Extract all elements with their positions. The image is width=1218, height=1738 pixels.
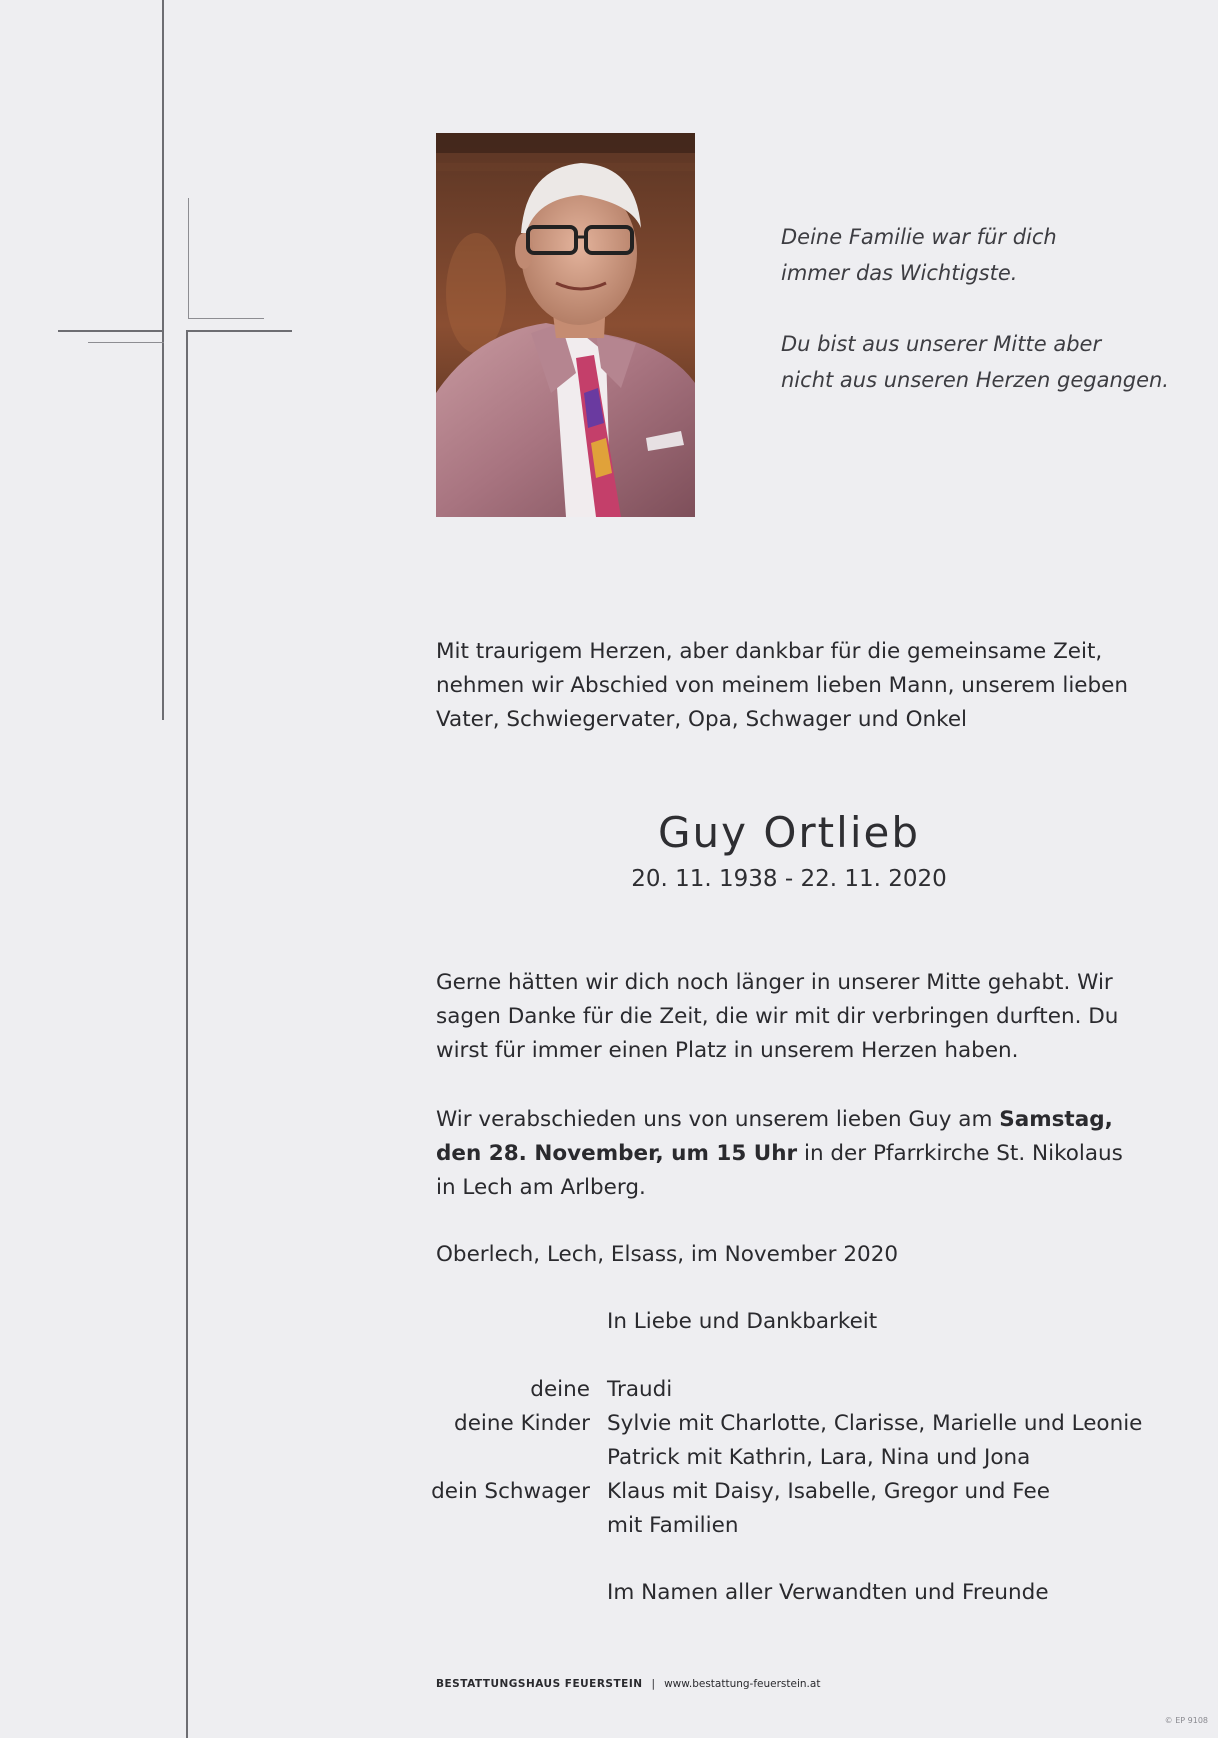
farewell-day: Samstag,	[999, 1107, 1113, 1132]
place-date: Oberlech, Lech, Elsass, im November 2020	[436, 1242, 899, 1267]
signoff-line: Im Namen aller Verwandten und Freunde	[607, 1580, 1049, 1605]
portrait-photo	[436, 133, 695, 517]
closing-line: In Liebe und Dankbarkeit	[607, 1309, 878, 1334]
farewell-church: in der Pfarrkirche St. Nikolaus	[797, 1141, 1123, 1166]
cross-horizontal-lower-thin	[88, 342, 164, 343]
mourner-role: dein Schwager	[431, 1479, 590, 1504]
cross-vertical-upper-thin	[188, 198, 189, 318]
memory-text-block	[436, 966, 1118, 1068]
funeral-home-name: BESTATTUNGSHAUS FEUERSTEIN	[436, 1678, 643, 1690]
cross-horizontal-right	[186, 330, 292, 332]
mourner-names: Klaus mit Daisy, Isabelle, Gregor und Fee mit Familien	[607, 1479, 1050, 1538]
farewell-lead: Wir verabschieden uns von unserem lieben Guy am	[436, 1107, 1000, 1132]
quote-block	[781, 219, 1057, 291]
farewell-line-1	[436, 1103, 1123, 1137]
farewell-block	[436, 1103, 1123, 1205]
funeral-home-url[interactable]: www.bestattung-feuerstein.at	[664, 1678, 821, 1690]
mourner-names: Traudi	[607, 1377, 673, 1402]
deceased-name: Guy Ortlieb	[657, 808, 920, 857]
footer-separator: |	[651, 1678, 656, 1690]
farewell-line-3: in Lech am Arlberg.	[436, 1175, 646, 1200]
farewell-line-2	[436, 1137, 1123, 1171]
mourner-role: deine Kinder	[454, 1411, 590, 1436]
farewell-datetime: den 28. November, um 15 Uhr	[436, 1141, 798, 1166]
mourner-names: Sylvie mit Charlotte, Clarisse, Marielle und Leonie Patrick mit Kathrin, Lara, Nina und Jona	[607, 1411, 1143, 1470]
portrait-illustration	[436, 133, 695, 517]
cross-vertical-left	[162, 0, 164, 720]
cross-horizontal-upper-thin	[188, 318, 264, 319]
quote-paragraph-2: Du bist aus unserer Mitte aber nicht aus unseren Herzen gegangen.	[781, 332, 1169, 392]
cross-vertical-right	[186, 330, 188, 1738]
footer	[436, 1678, 820, 1690]
intro-text-block	[436, 635, 1128, 737]
memory-text: Gerne hätten wir dich noch länger in unserer Mitte gehabt. Wir sagen Danke für die Zeit, die wir mit dir verbringen durften. Du wirst für immer einen Platz in unserem Herzen haben.	[436, 970, 1119, 1063]
life-dates: 20. 11. 1938 - 22. 11. 2020	[631, 866, 947, 892]
intro-text: Mit traurigem Herzen, aber dankbar für die gemeinsame Zeit, nehmen wir Abschied von meinem lieben Mann, unserem lieben Vater, Schwiegervater, Opa, Schwager und Onkel	[436, 639, 1129, 732]
quote-paragraph-1: Deine Familie war für dich immer das Wichtigste.	[781, 225, 1057, 285]
cross-horizontal-left	[58, 330, 164, 332]
mourner-role: deine	[530, 1377, 590, 1402]
print-code: © EP 9108	[1164, 1716, 1208, 1725]
quote-block-2	[781, 326, 1169, 398]
